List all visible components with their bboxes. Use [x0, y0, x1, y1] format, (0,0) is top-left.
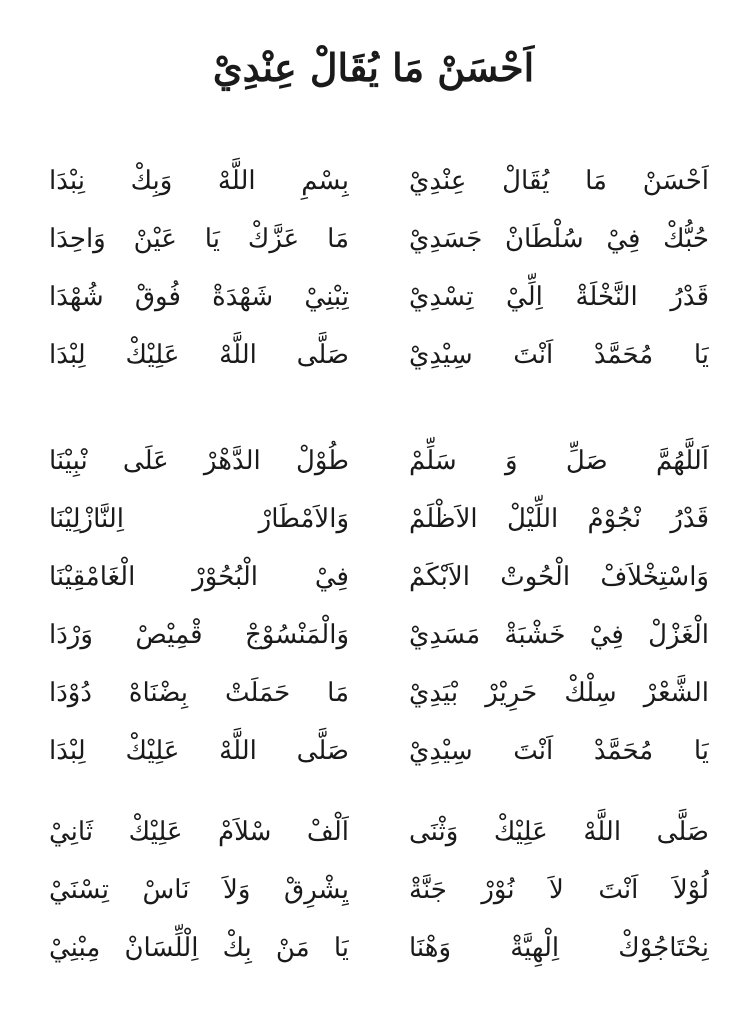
- verse-first-hemistich: الْغَزْلْ فِيْ خَشْبَةْ مَسَدِيْ: [409, 620, 709, 650]
- verse-first-hemistich: يَا مُحَمَّدْ اَنْتَ سِيْدِيْ: [409, 736, 709, 766]
- verse-first-hemistich: اَحْسَنْ مَا يُقَالْ عِنْدِيْ: [409, 166, 709, 196]
- verse-line: [0, 152, 747, 210]
- verse-second-hemistich: فِيْ الْبُحُوْرْ الْغَامْقِيْنَا: [49, 562, 349, 592]
- verse-first-hemistich: قَدْرُ نْجُوْمْ اللِّيْلْ الاَظْلَمْ: [409, 504, 709, 534]
- poem-title: اَحْسَنْ مَا يُقَالْ عِنْدِيْ: [212, 45, 535, 90]
- verse-first-hemistich: حُبُّكْ فِيْ سُلْطَانْ جَسَدِيْ: [409, 224, 709, 254]
- verse-line: [0, 664, 747, 722]
- verse-second-hemistich: يِشْرِقْ وَلاَ نَاسْ تِسْنَيْ: [49, 875, 349, 905]
- verse-second-hemistich: طُوْلْ الدَّهْرْ عَلَى نْبِيْنَا: [49, 446, 349, 476]
- verse-second-hemistich: بِسْمِ اللَّهْ وَبِكْ نِبْدَا: [49, 166, 349, 196]
- verse-second-hemistich: وَالْمَنْسُوْجْ قْمِيْصْ وَرْدَا: [49, 620, 349, 650]
- stanza-2: [0, 432, 747, 780]
- verse-first-hemistich: لُوْلاَ اَنْتَ لاَ نُوْرْ جَنَّةْ: [409, 875, 709, 905]
- verse-line: [0, 326, 747, 384]
- verse-first-hemistich: قَدْرُ النَّخْلَةْ اِلِّيْ تِسْدِيْ: [409, 282, 709, 312]
- verse-second-hemistich: صَلَّى اللَّهْ عَلِيْكْ لِبْدَا: [49, 340, 349, 370]
- verse-first-hemistich: وَاسْتِخْلاَفْ الْحُوتْ الاَبْكَمْ: [409, 562, 709, 592]
- verse-line: [0, 606, 747, 664]
- stanza-1: [0, 152, 747, 384]
- verse-first-hemistich: الشَّعْرْ سِلْكْ حَرِيْرْ بْيَدِيْ: [409, 678, 709, 708]
- verse-second-hemistich: اَلْفْ سْلاَمْ عَلِيْكْ ثَانِيْ: [49, 817, 349, 847]
- verse-second-hemistich: صَلَّى اللَّهْ عَلِيْكْ لِبْدَا: [49, 736, 349, 766]
- verse-line: [0, 722, 747, 780]
- verse-line: [0, 432, 747, 490]
- verse-line: [0, 919, 747, 977]
- verse-line: [0, 803, 747, 861]
- verse-first-hemistich: نِحْتَاجُوْكْ اِلْهِيَّةْ وَهْنَا: [409, 933, 709, 963]
- verse-first-hemistich: يَا مُحَمَّدْ اَنْتَ سِيْدِيْ: [409, 340, 709, 370]
- verse-line: [0, 210, 747, 268]
- verse-line: [0, 268, 747, 326]
- verse-line: [0, 490, 747, 548]
- verse-line: [0, 548, 747, 606]
- stanza-3: [0, 803, 747, 977]
- verse-second-hemistich: مَا حَمَلَتْ بِضْنَاهْ دُوْدَا: [49, 678, 349, 708]
- verse-second-hemistich: مَا عَزَّكْ يَا عَيْنْ وَاحِدَا: [49, 224, 349, 254]
- verse-first-hemistich: اَللَّهُمَّ صَلِّ وَ سَلِّمْ: [409, 446, 709, 476]
- verse-line: [0, 861, 747, 919]
- verse-second-hemistich: وَالاَمْطَارْ اِلنَّازْلِيْنَا: [49, 504, 349, 534]
- verse-second-hemistich: تِبْنِيْ شَهْدَةْ فُوقْ شُهْدَا: [49, 282, 349, 312]
- verse-second-hemistich: يَا مَنْ بِكْ اِلْلِّسَانْ مِبْنِيْ: [49, 933, 349, 963]
- verse-first-hemistich: صَلَّى اللَّهْ عَلِيْكْ وَثْنَى: [409, 817, 709, 847]
